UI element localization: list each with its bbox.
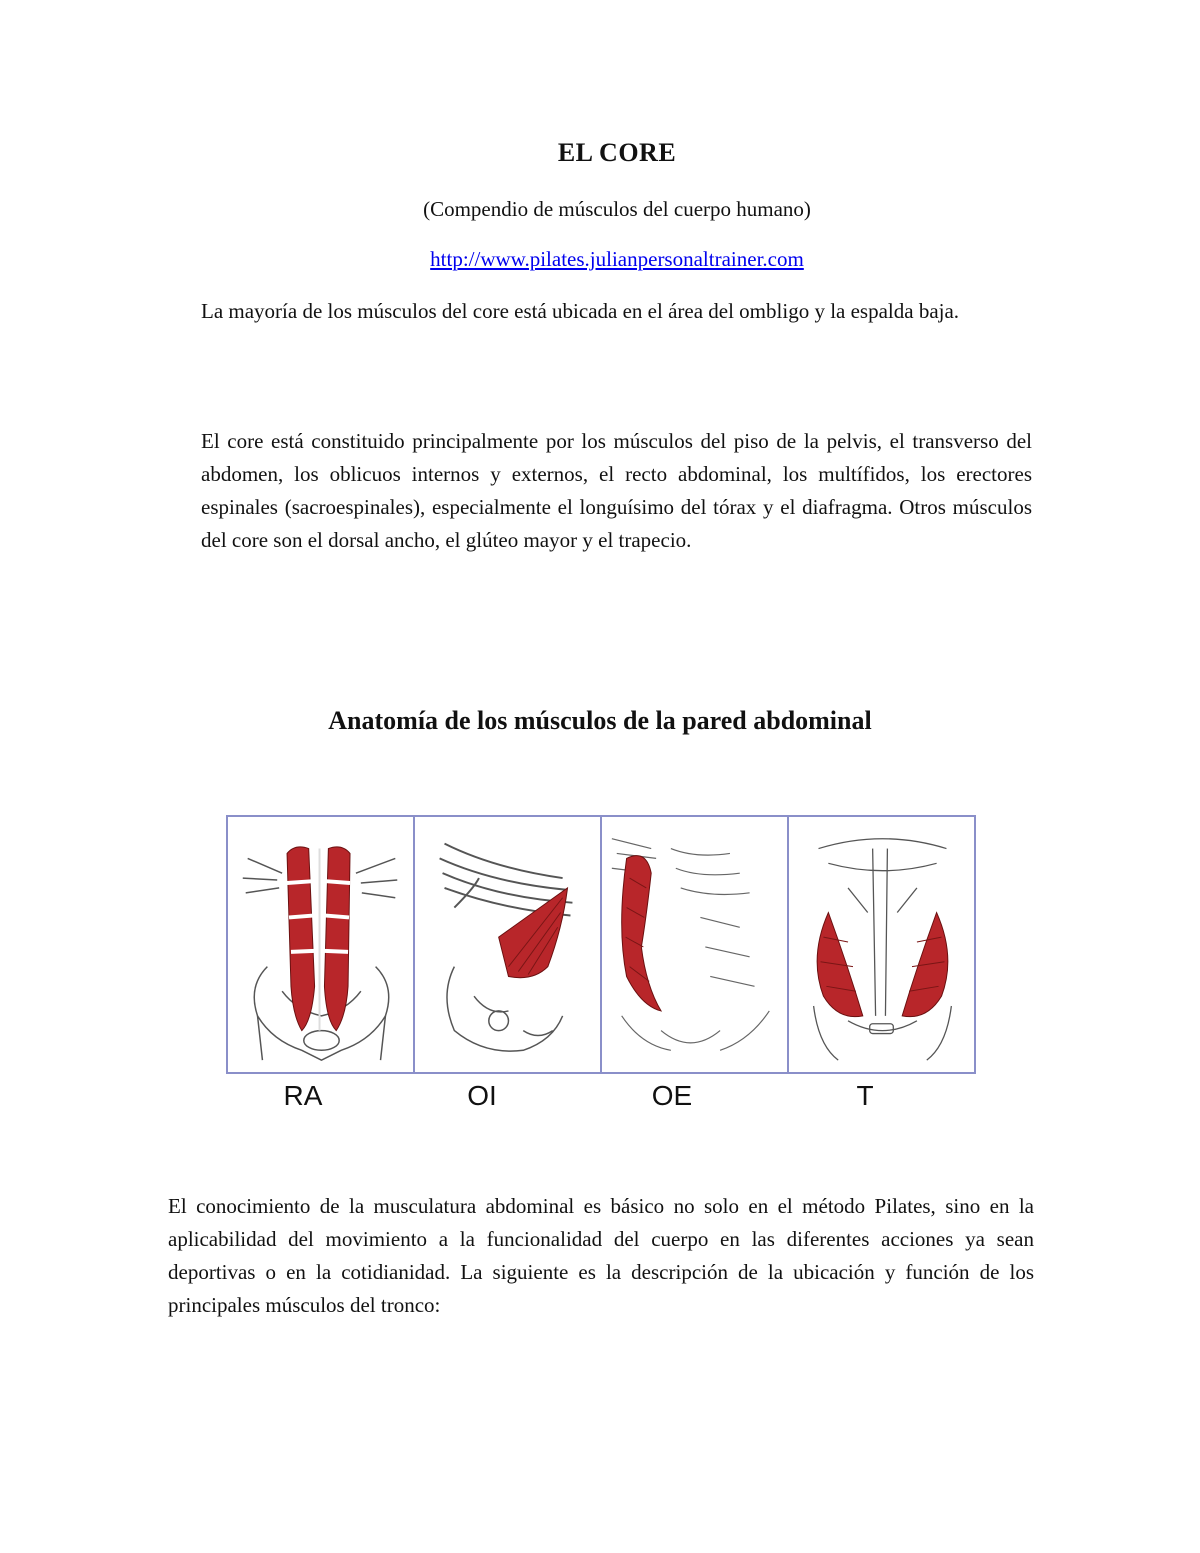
- rectus-abdominis-drawing: [228, 817, 413, 1072]
- section-title: Anatomía de los músculos de la pared abdominal: [328, 706, 872, 735]
- external-oblique-drawing: [602, 817, 787, 1072]
- document-title: EL CORE: [557, 138, 677, 167]
- figure-label-oi: OI: [467, 1080, 497, 1111]
- figure-label-ra: RA: [283, 1080, 323, 1111]
- intro-paragraph: La mayoría de los músculos del core está ubicada en el área del ombligo y la espalda baja.: [201, 299, 960, 323]
- website-link[interactable]: http://www.pilates.julianpersonaltrainer.com: [430, 247, 804, 271]
- external-oblique-illustration: [602, 817, 789, 1072]
- internal-oblique-drawing: [415, 817, 600, 1072]
- figure-label-t: T: [856, 1080, 874, 1111]
- document-subtitle: (Compendio de músculos del cuerpo humano): [423, 197, 811, 221]
- abdominal-muscles-figure: [226, 815, 976, 1074]
- internal-oblique-illustration: [415, 817, 602, 1072]
- figure-label-oe: OE: [651, 1080, 693, 1111]
- rectus-abdominis-illustration: [228, 817, 415, 1072]
- transversus-drawing: [789, 817, 974, 1072]
- transversus-illustration: [789, 817, 974, 1072]
- knowledge-paragraph: El conocimiento de la musculatura abdominal es básico no solo en el método Pilates, sino en la aplicabilidad del movimiento a la funcionalidad del cuerpo en las diferentes acciones ya sean deportivas o en la cotidianidad. La siguiente es la descripción de la ubicación y función de los principales músculos del tronco:: [168, 1194, 1034, 1317]
- core-muscles-paragraph: El core está constituido principalmente por los músculos del piso de la pelvis, el transverso del abdomen, los oblicuos internos y externos, el recto abdominal, los multífidos, los erectores espinales (sacroespinales), especialmente el longuísimo del tórax y el diafragma. Otros músculos del core son el dorsal ancho, el glúteo mayor y el trapecio.: [201, 429, 1032, 552]
